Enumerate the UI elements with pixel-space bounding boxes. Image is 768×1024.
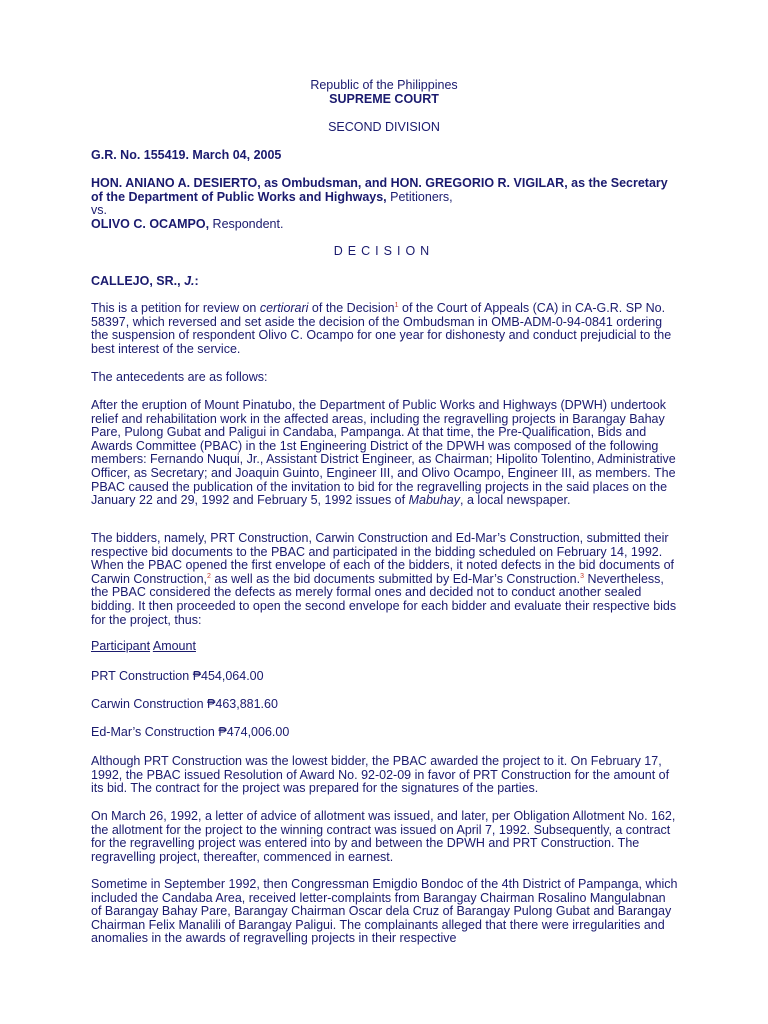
court-name: SUPREME COURT [329, 92, 439, 106]
petitioners-line [91, 177, 678, 204]
petitioners-name: HON. ANIANO A. DESIERTO, as Ombudsman, and HON. GREGORIO R. VIGILAR, as the Secretary of the Department of Public Works and Highways, [91, 176, 668, 204]
respondent-label: Respondent. [209, 216, 284, 231]
paragraph-3: After the eruption of Mount Pinatubo, the Department of Public Works and Highways (DPWH) undertook relief and rehabilitation work in the affected areas, including the regravelling projects in Barangay Bahay Pare, Pulong Gubat and Paligui in Candaba, Pampanga. At that time, the Pre-Qualification, Bids and Awards Committee (PBAC) in the 1st Engineering District of the DPWH was composed of the following members: Fernando Nuqui, Jr., Assistant District Engineer, as Chairman; Hipolito Tolentino, Administrative Officer, as Secretary; and Joaquin Guinto, Engineer III, and Olivo Ocampo, Engineer III, as members. The PBAC caused the publication of the invitation to bid for the regravelling projects in the said places on the January 22 and 29, 1992 and February 5, 1992 issues of Mabuhay, a local newspaper. [91, 398, 676, 508]
bid-amount: ₱474,006.00 [218, 725, 290, 739]
ponente [91, 275, 678, 289]
respondent-line [91, 218, 678, 232]
footnote-3-link[interactable]: 3 [580, 572, 584, 580]
bid-participant: Carwin Construction [91, 697, 204, 711]
petitioners-label: Petitioners, [386, 189, 453, 204]
bid-participant: Ed-Mar’s Construction [91, 725, 215, 739]
bids-table-header [91, 640, 678, 654]
ponente-name: CALLEJO, SR., [91, 274, 185, 288]
bid-row [91, 670, 678, 684]
footnote-2-link[interactable]: 2 [207, 572, 211, 580]
respondent-name: OLIVO C. OCAMPO, [91, 216, 210, 231]
bid-row [91, 726, 678, 740]
case-parties [91, 177, 678, 231]
versus: vs. [91, 203, 107, 218]
bid-row [91, 698, 678, 712]
bid-amount: ₱463,881.60 [207, 697, 278, 711]
header-participant: Participant [91, 639, 151, 653]
paragraph-1: This is a petition for review on certiorari of the Decision$^1$ of the Court of Appeals (CA) in CA-G.R. SP No. 58397, which reversed and set aside the decision of the Ombudsman in OMB-ADM-0-94-0841 ordering the suspension of respondent Olivo C. Ocampo for one year for dishonesty and conduct prejudicial to the best interest of the service. [91, 301, 672, 356]
paragraph-6: On March 26, 1992, a letter of advice of allotment was issued, and later, per Obligation Allotment No. 162, the allotment for the project to the winning contract was issued on April 7, 1992. Subsequently, a contract for the regravelling project was entered into by and between the DPWH and PRT Construction. The regravelling project, thereafter, commenced in earnest. [91, 809, 676, 864]
footnote-1-link[interactable]: 1 [394, 301, 399, 309]
header-amount: Amount [152, 639, 196, 653]
division-name: SECOND DIVISION [328, 120, 440, 134]
decision-title: DECISION [333, 244, 435, 258]
paragraph-2: The antecedents are as follows: [91, 370, 268, 384]
republic-line: Republic of the Philippines [310, 78, 458, 92]
ponente-colon: : [194, 274, 199, 288]
ponente-j: J. [184, 274, 195, 288]
paragraph-4: The bidders, namely, PRT Construction, Carwin Construction and Ed-Mar’s Construction, submitted their respective bid documents to the PBAC and participated in the bidding scheduled on February 14, 1992. When the PBAC opened the first envelope of each of the bidders, it noted defects in the bid documents of Carwin Construction,$^2$ as well as the bid documents submitted by Ed-Mar’s Construction.$^3$ Nevertheless, the PBAC considered the defects as merely formal ones and decided not to conduct another sealed bidding. It then proceeded to open the second envelope for each bidder and evaluate their respective bids for the project, thus: [91, 531, 677, 627]
paragraph-5: Although PRT Construction was the lowest bidder, the PBAC awarded the project to it. On February 17, 1992, the PBAC issued Resolution of Award No. 92-02-09 in favor of PRT Construction for the amount of its bid. The contract for the project was prepared for the signatures of the parties. [91, 754, 670, 796]
case-number: G.R. No. 155419. March 04, 2005 [91, 148, 282, 162]
bid-amount: ₱454,064.00 [192, 669, 264, 683]
bid-participant: PRT Construction [91, 669, 190, 683]
paragraph-7: Sometime in September 1992, then Congressman Emigdio Bondoc of the 4th District of Pampanga, which included the Candaba Area, received letter-complaints from Barangay Chairman Rosalino Mangulabnan of Barangay Bahay Pare, Barangay Chairman Oscar dela Cruz of Barangay Pulong Gubat and Barangay Chairman Felix Manalili of Barangay Paligui. The complainants alleged that there were irregularities and anomalies in the awards of regravelling projects in their respective [91, 877, 678, 946]
